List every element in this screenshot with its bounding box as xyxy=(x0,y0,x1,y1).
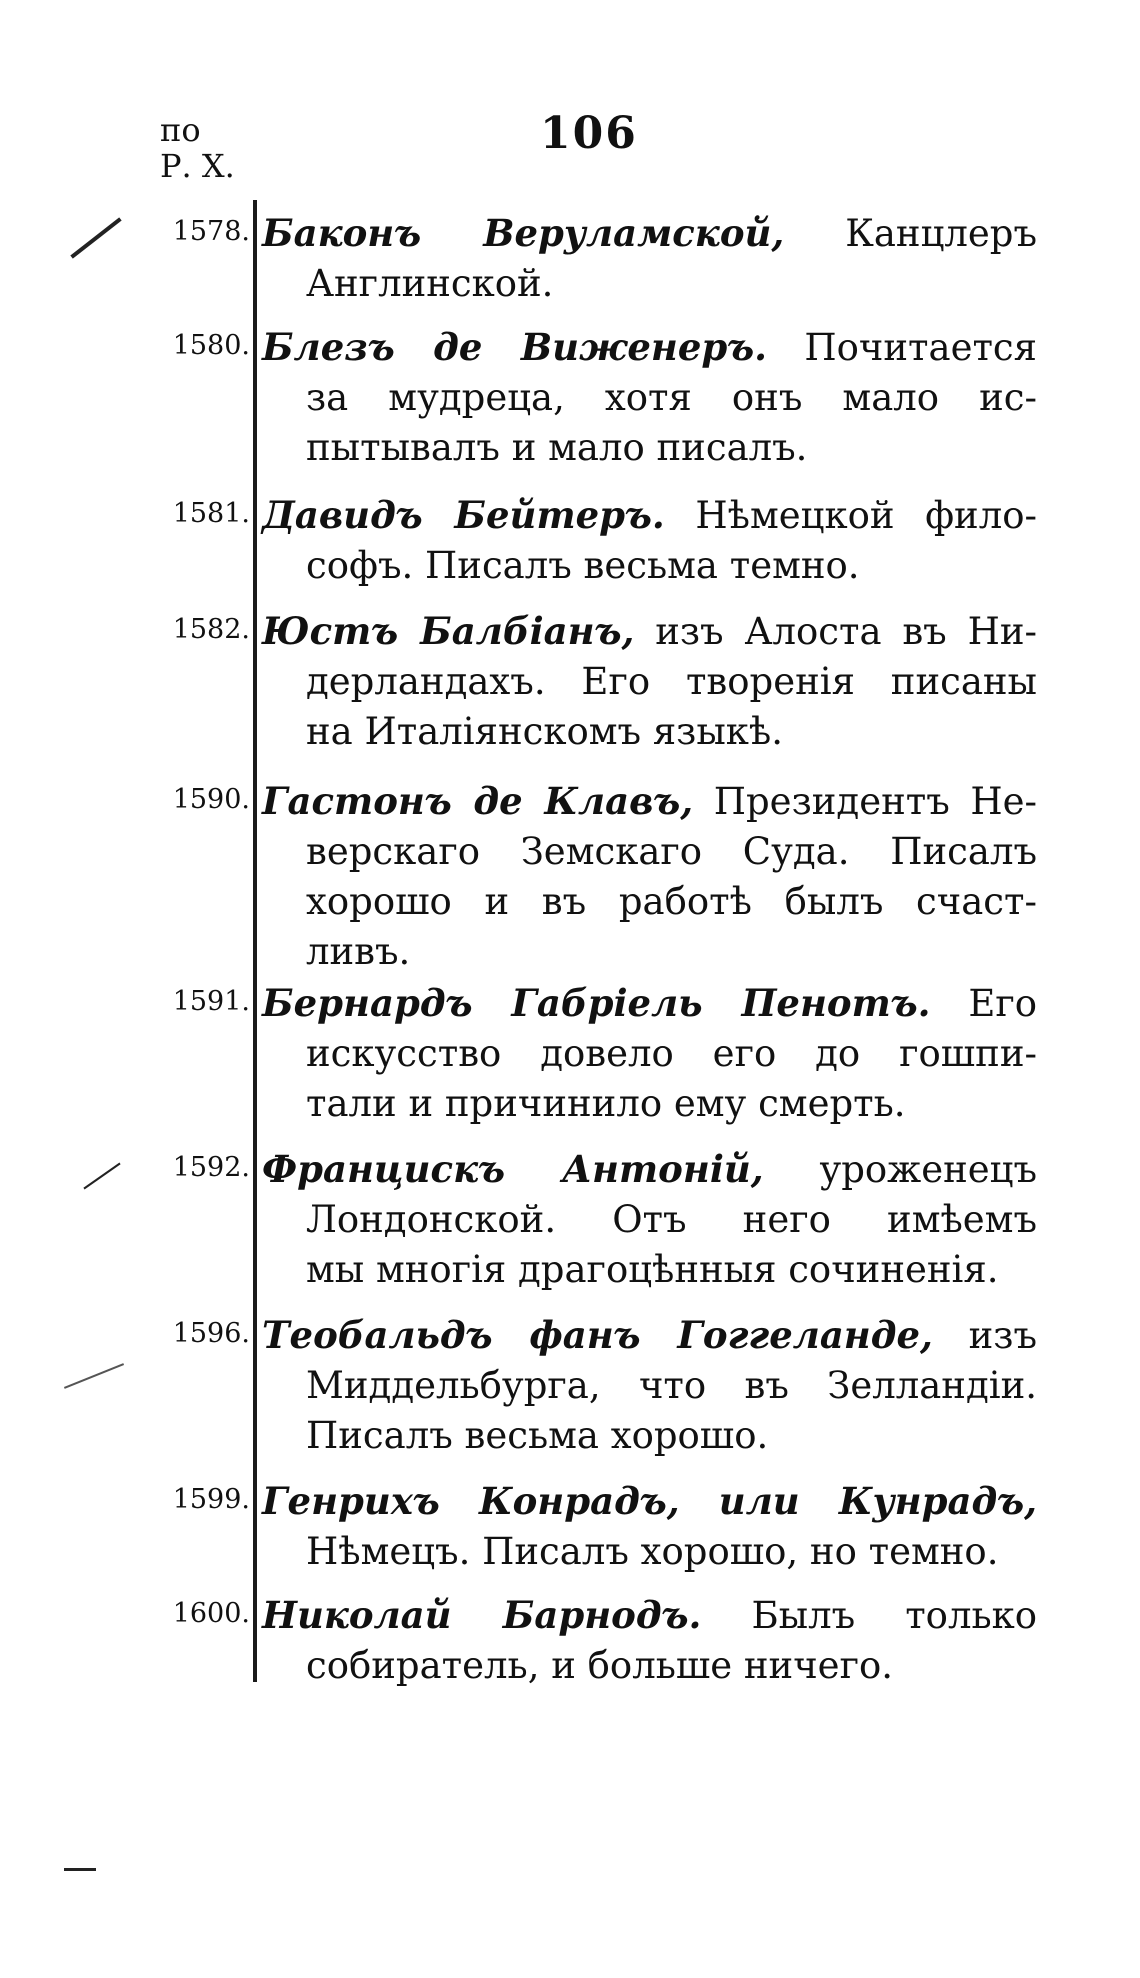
entry-name: Гастонъ де Клавъ, xyxy=(262,779,694,823)
entry-first-line-rest: изъ Алоста въ Ни- xyxy=(655,610,1037,653)
entry-line: тали и причинило ему смерть. xyxy=(306,1082,906,1125)
entry-line: собиратель, и больше ничего. xyxy=(306,1644,893,1687)
entry-first-line-rest: Нѣмецкой фило- xyxy=(695,494,1038,537)
entry-name: Юстъ Балбіанъ, xyxy=(262,609,635,653)
entry-name: Генрихъ Конрадъ, или Кунрадъ, xyxy=(262,1479,1037,1523)
entry-text xyxy=(262,322,1037,473)
era-label-line1: по xyxy=(160,111,201,149)
entry-text xyxy=(262,776,1037,977)
era-label-line2: Р. Х. xyxy=(160,147,235,185)
entry-year: 1582. xyxy=(172,614,250,645)
page-number: 106 xyxy=(540,108,638,159)
entry-text xyxy=(262,208,1037,309)
entry-first-line-rest: Почитается xyxy=(804,326,1037,369)
entry-year: 1590. xyxy=(172,784,250,815)
entry-name: Давидъ Бейтеръ. xyxy=(262,493,665,537)
entry-text xyxy=(262,978,1037,1129)
entry-name: Бернардъ Габріель Пенотъ. xyxy=(262,981,931,1025)
entry-year: 1578. xyxy=(172,216,250,247)
margin-pen-mark xyxy=(64,1868,96,1871)
entry-line: Нѣмецъ. Писалъ хорошо, но темно. xyxy=(306,1530,999,1573)
entry-line: Лондонской. Отъ него имѣемъ xyxy=(306,1198,1037,1241)
year-column-rule xyxy=(253,200,257,1682)
entry-year: 1600. xyxy=(172,1598,250,1629)
entry-first-line-rest: Его xyxy=(968,982,1037,1025)
entry-line: мы многія драгоцѣнныя сочиненія. xyxy=(306,1248,999,1291)
entry-first-line xyxy=(262,208,1037,259)
margin-pen-mark xyxy=(70,217,121,258)
entry-text xyxy=(262,1144,1037,1295)
entry-line: искусство довело его до гошпи- xyxy=(306,1032,1037,1075)
entry-text xyxy=(262,1310,1037,1461)
entry-line: Англинской. xyxy=(306,262,554,305)
entry-line: пытывалъ и мало писалъ. xyxy=(306,426,808,469)
entry-text xyxy=(262,1476,1037,1577)
entry-year: 1580. xyxy=(172,330,250,361)
entry-line: верскаго Земскаго Суда. Писалъ xyxy=(306,830,1037,873)
entry-first-line-rest: Канцлеръ xyxy=(845,212,1037,255)
entry-line: софъ. Писалъ весьма темно. xyxy=(306,544,860,587)
entry-year: 1592. xyxy=(172,1152,250,1183)
entry-line: за мудреца, хотя онъ мало ис- xyxy=(306,376,1037,419)
entry-year: 1599. xyxy=(172,1484,250,1515)
margin-pen-mark xyxy=(64,1363,124,1389)
entry-year: 1591. xyxy=(172,986,250,1017)
entry-line: Миддельбурга, что въ Зелландіи. xyxy=(306,1364,1037,1407)
entry-name: Блезъ де Виженеръ. xyxy=(262,325,768,369)
entry-line: ливъ. xyxy=(306,930,411,973)
entry-first-line xyxy=(262,606,1037,657)
entry-first-line xyxy=(262,1590,1037,1641)
entry-text xyxy=(262,606,1037,757)
entry-first-line-rest: изъ xyxy=(968,1314,1037,1357)
entry-year: 1581. xyxy=(172,498,250,529)
entry-line: хорошо и въ работѣ былъ счаст- xyxy=(306,880,1037,923)
entry-first-line-rest: Президентъ Не- xyxy=(713,780,1037,823)
era-label xyxy=(160,112,235,184)
entry-name: Николай Барнодъ. xyxy=(262,1593,702,1637)
entry-year: 1596. xyxy=(172,1318,250,1349)
entry-line: на Италіянскомъ языкѣ. xyxy=(306,710,783,753)
entry-first-line xyxy=(262,978,1037,1029)
entry-line: Писалъ весьма хорошо. xyxy=(306,1414,769,1457)
entry-first-line-rest: Былъ только xyxy=(751,1594,1037,1637)
entry-first-line xyxy=(262,322,1037,373)
entry-line: дерландахъ. Его творенія писаны xyxy=(306,660,1037,703)
entry-first-line xyxy=(262,1310,1037,1361)
entry-first-line xyxy=(262,490,1037,541)
margin-pen-mark xyxy=(83,1163,120,1190)
entry-first-line xyxy=(262,1476,1037,1527)
entry-text xyxy=(262,490,1037,591)
entry-first-line xyxy=(262,776,1037,827)
entry-first-line-rest: уроженецъ xyxy=(819,1148,1037,1191)
entry-name: Баконъ Веруламской, xyxy=(262,211,785,255)
entry-name: Францискъ Антоній, xyxy=(262,1147,764,1191)
entry-name: Теобальдъ фанъ Гоггеланде, xyxy=(262,1313,933,1357)
entry-text xyxy=(262,1590,1037,1691)
entry-first-line xyxy=(262,1144,1037,1195)
